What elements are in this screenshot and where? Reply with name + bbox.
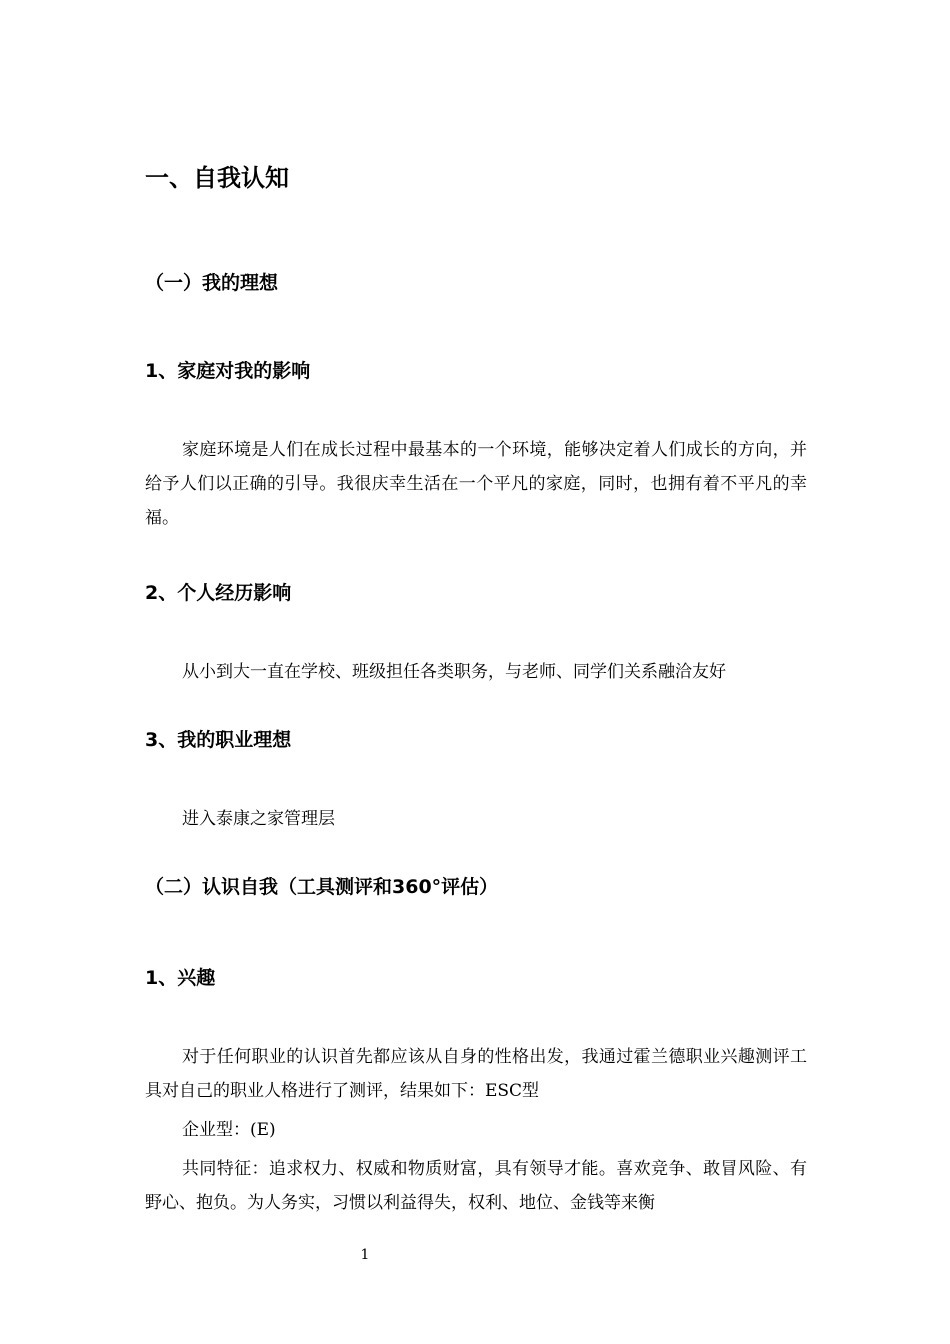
paragraph-common-traits: 共同特征：追求权力、权威和物质财富，具有领导才能。喜欢竞争、敢冒风险、有野心、抱负。为人务实，习惯以利益得失，权利、地位、金钱等来衡 [145,1159,807,1213]
subheading-career-ideal: 3、我的职业理想 [145,729,292,751]
main-heading: 一、自我认知 [145,164,289,192]
section-heading-self-knowledge: （二）认识自我（工具测评和360°评估） [145,876,499,898]
subheading-family-influence: 1、家庭对我的影响 [145,360,311,382]
section-heading-ideal: （一）我的理想 [145,272,279,294]
paragraph-personal-experience: 从小到大一直在学校、班级担任各类职务，与老师、同学们关系融洽友好 [182,662,726,682]
subheading-interest: 1、兴趣 [145,967,216,989]
subheading-personal-experience: 2、个人经历影响 [145,582,292,604]
paragraph-career-ideal: 进入泰康之家管理层 [182,809,335,829]
paragraph-interest: 对于任何职业的认识首先都应该从自身的性格出发，我通过霍兰德职业兴趣测评工具对自己的职业人格进行了测评，结果如下：ESC型 [145,1047,807,1101]
page-number: 1 [360,1247,370,1263]
enterprise-type-label: 企业型：(E) [182,1120,276,1140]
paragraph-family-influence: 家庭环境是人们在成长过程中最基本的一个环境，能够决定着人们成长的方向，并给予人们以正确的引导。我很庆幸生活在一个平凡的家庭，同时，也拥有着不平凡的幸福。 [145,440,807,528]
